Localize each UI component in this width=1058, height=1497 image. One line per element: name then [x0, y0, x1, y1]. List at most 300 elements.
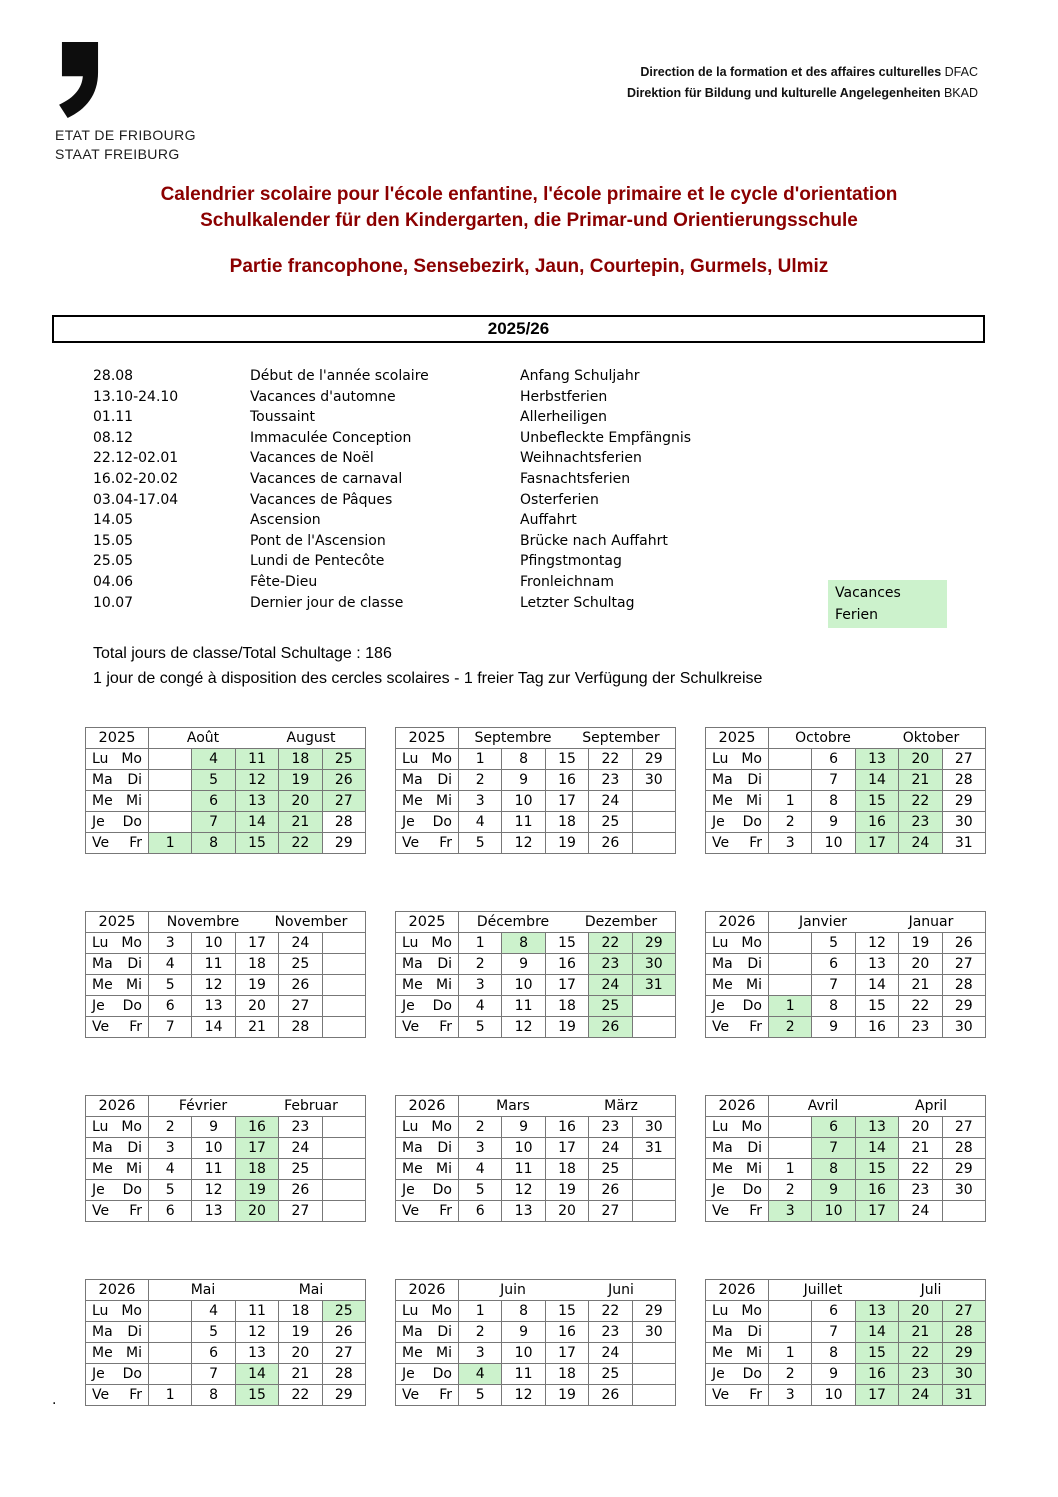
vacation-day-cell: 24: [589, 975, 632, 996]
month-name-de: Juni: [608, 1282, 634, 1298]
weekday-label: [396, 1364, 459, 1385]
weekday-label: [86, 833, 149, 854]
vacation-day-cell: 5: [192, 770, 235, 791]
vacation-day-cell: 6: [192, 791, 235, 812]
weekday-label: [396, 1180, 459, 1201]
day-cell: 10: [192, 1138, 235, 1159]
day-cell: 8: [192, 1385, 235, 1406]
month-name-fr: Février: [178, 1098, 228, 1114]
logo-line-fr: ETAT DE FRIBOURG: [55, 127, 196, 143]
event-label-de: Auffahrt: [520, 512, 577, 529]
day-cell: 2: [459, 1322, 502, 1343]
weekday-row: [706, 1301, 986, 1322]
vacation-day-cell: 4: [459, 1364, 502, 1385]
weekday-label: [396, 996, 459, 1017]
weekday-de: Mo: [431, 1303, 452, 1319]
day-cell: 10: [812, 1385, 855, 1406]
vacation-day-cell: 8: [192, 833, 235, 854]
empty-day-cell: [322, 1017, 365, 1038]
event-date: 08.12: [93, 429, 134, 446]
weekday-row: [86, 1138, 366, 1159]
weekday-row: [706, 791, 986, 812]
weekday-row: [396, 1301, 676, 1322]
empty-day-cell: [632, 996, 675, 1017]
weekday-row: [86, 954, 366, 975]
vacation-day-cell: 10: [812, 1201, 855, 1222]
month-calendar: [85, 727, 366, 854]
day-cell: 22: [589, 1301, 632, 1322]
month-header-row: [86, 728, 366, 749]
day-cell: 1: [769, 1343, 812, 1364]
empty-day-cell: [149, 791, 192, 812]
weekday-fr: Ve: [712, 835, 730, 851]
weekday-label: [86, 1180, 149, 1201]
event-row: [93, 551, 691, 572]
weekday-label: [86, 1138, 149, 1159]
month-year: 2025: [396, 728, 459, 749]
weekday-de: Fr: [129, 1387, 142, 1403]
month-year: 2026: [396, 1280, 459, 1301]
day-cell: 18: [235, 954, 278, 975]
month-header-row: [706, 1096, 986, 1117]
event-label-fr: Toussaint: [250, 409, 316, 426]
vacation-day-cell: 14: [235, 812, 278, 833]
day-cell: 23: [899, 1180, 942, 1201]
weekday-de: Mo: [121, 1303, 142, 1319]
vacation-day-cell: 14: [235, 1364, 278, 1385]
vacation-day-cell: 21: [279, 812, 322, 833]
day-cell: 30: [632, 770, 675, 791]
weekday-row: [396, 954, 676, 975]
weekday-row: [86, 791, 366, 812]
month-name-fr: Septembre: [474, 730, 552, 746]
vacation-day-cell: 30: [632, 954, 675, 975]
day-cell: 6: [459, 1201, 502, 1222]
day-cell: 1: [769, 791, 812, 812]
weekday-fr: Me: [402, 1345, 423, 1361]
weekday-de: Mi: [746, 1161, 762, 1177]
weekday-de: Do: [122, 1182, 142, 1198]
vacation-day-cell: 25: [322, 749, 365, 770]
day-cell: 2: [769, 812, 812, 833]
weekday-de: Fr: [749, 1019, 762, 1035]
event-date: 28.08: [93, 368, 134, 384]
month-name: [149, 1280, 366, 1301]
weekday-row: [396, 749, 676, 770]
vacation-legend: [828, 580, 947, 628]
day-cell: 29: [632, 1301, 675, 1322]
weekday-fr: Ve: [92, 835, 110, 851]
event-date: 14.05: [93, 512, 134, 529]
empty-day-cell: [632, 1364, 675, 1385]
day-cell: 30: [942, 1017, 985, 1038]
day-cell: 8: [812, 996, 855, 1017]
month-year: 2025: [86, 728, 149, 749]
weekday-de: Di: [437, 1140, 452, 1156]
day-cell: 11: [235, 1301, 278, 1322]
weekday-de: Fr: [439, 1019, 452, 1035]
weekday-de: Mo: [741, 751, 762, 767]
weekday-de: Mi: [746, 793, 762, 809]
weekday-de: Fr: [749, 835, 762, 851]
empty-day-cell: [769, 933, 812, 954]
day-cell: 21: [899, 975, 942, 996]
weekday-de: Mi: [126, 1345, 142, 1361]
weekday-row: [86, 1159, 366, 1180]
weekday-label: [86, 1201, 149, 1222]
day-cell: 1: [769, 1159, 812, 1180]
weekday-row: [86, 1117, 366, 1138]
title-regions: Partie francophone, Sensebezirk, Jaun, Courtepin, Gurmels, Ulmiz: [229, 256, 829, 277]
day-cell: 31: [942, 833, 985, 854]
day-cell: 10: [502, 1343, 545, 1364]
day-cell: 4: [459, 1159, 502, 1180]
vacation-day-cell: 13: [235, 791, 278, 812]
day-cell: 24: [279, 933, 322, 954]
month-name-de: November: [274, 914, 348, 930]
weekday-label: [86, 933, 149, 954]
title-line-de: Schulkalender für den Kindergarten, die Primar-und Orientierungsschule: [200, 210, 858, 231]
weekday-de: Do: [742, 998, 762, 1014]
vacation-day-cell: 25: [322, 1301, 365, 1322]
vacation-day-cell: 24: [899, 1385, 942, 1406]
legend-label-de: Ferien: [835, 607, 879, 623]
weekday-row: [706, 812, 986, 833]
weekday-label: [86, 996, 149, 1017]
weekday-fr: Je: [92, 1366, 105, 1382]
weekday-fr: Ma: [402, 956, 423, 972]
weekday-de: Mi: [436, 1161, 452, 1177]
weekday-label: [706, 1343, 769, 1364]
weekday-label: [706, 1017, 769, 1038]
vacation-day-cell: 31: [942, 1385, 985, 1406]
day-cell: 11: [502, 812, 545, 833]
weekday-label: [396, 1201, 459, 1222]
vacation-day-cell: 2: [769, 1017, 812, 1038]
weekday-label: [706, 996, 769, 1017]
day-cell: 9: [812, 812, 855, 833]
month-name-fr: Avril: [807, 1098, 839, 1114]
weekday-de: Mo: [741, 1119, 762, 1135]
weekday-de: Di: [747, 956, 762, 972]
weekday-row: [396, 1201, 676, 1222]
weekday-label: [86, 1364, 149, 1385]
vacation-day-cell: 20: [899, 1301, 942, 1322]
vacation-day-cell: 19: [279, 770, 322, 791]
weekday-row: [706, 749, 986, 770]
month-name: [459, 1280, 676, 1301]
month-name-fr: Décembre: [476, 914, 550, 930]
day-cell: 10: [502, 791, 545, 812]
day-cell: 19: [235, 975, 278, 996]
day-cell: 17: [545, 791, 588, 812]
day-cell: 19: [545, 1017, 588, 1038]
month-name: [459, 912, 676, 933]
event-row: [93, 366, 691, 387]
vacation-day-cell: 17: [855, 1201, 898, 1222]
dept-de-abbr: BKAD: [943, 86, 978, 100]
event-row: [93, 572, 691, 593]
empty-day-cell: [769, 975, 812, 996]
weekday-de: Do: [742, 1366, 762, 1382]
weekday-row: [86, 749, 366, 770]
empty-day-cell: [149, 1343, 192, 1364]
day-cell: 2: [459, 1117, 502, 1138]
weekday-label: [86, 1117, 149, 1138]
day-cell: 2: [149, 1117, 192, 1138]
day-cell: 25: [589, 812, 632, 833]
day-cell: 23: [279, 1117, 322, 1138]
day-cell: 14: [192, 1017, 235, 1038]
weekday-row: [706, 975, 986, 996]
day-cell: 16: [855, 1017, 898, 1038]
event-row: [93, 490, 691, 511]
weekday-row: [396, 833, 676, 854]
day-cell: 25: [589, 1364, 632, 1385]
event-label-de: Anfang Schuljahr: [520, 368, 640, 384]
day-cell: 7: [812, 770, 855, 791]
day-cell: 27: [942, 749, 985, 770]
day-cell: 3: [149, 1138, 192, 1159]
day-cell: 27: [942, 1117, 985, 1138]
day-cell: 7: [812, 975, 855, 996]
month-name-de: Februar: [284, 1098, 338, 1114]
dept-fr-name: Direction de la formation et des affaires culturelles: [640, 65, 942, 79]
weekday-fr: Me: [92, 1161, 113, 1177]
weekday-fr: Me: [712, 1345, 733, 1361]
weekday-label: [706, 1138, 769, 1159]
day-cell: 23: [899, 1017, 942, 1038]
weekday-fr: Me: [712, 977, 733, 993]
vacation-day-cell: 22: [279, 833, 322, 854]
weekday-label: [706, 833, 769, 854]
weekday-row: [706, 1180, 986, 1201]
day-cell: 20: [899, 1117, 942, 1138]
weekday-label: [396, 1385, 459, 1406]
day-cell: 31: [632, 1138, 675, 1159]
day-cell: 2: [769, 1180, 812, 1201]
month-calendar: [85, 1279, 366, 1406]
weekday-label: [396, 833, 459, 854]
month-calendar: [705, 1279, 986, 1406]
event-date: 15.05: [93, 532, 134, 549]
month-name-de: April: [915, 1098, 947, 1114]
day-cell: 7: [812, 1322, 855, 1343]
weekday-fr: Me: [712, 793, 733, 809]
weekday-fr: Je: [712, 1182, 725, 1198]
weekday-row: [396, 1159, 676, 1180]
empty-day-cell: [322, 1159, 365, 1180]
weekday-row: [86, 812, 366, 833]
day-cell: 5: [459, 833, 502, 854]
day-cell: 11: [502, 1159, 545, 1180]
weekday-fr: Lu: [92, 935, 109, 951]
vacation-day-cell: 17: [855, 833, 898, 854]
day-cell: 20: [899, 954, 942, 975]
weekday-de: Mi: [436, 1345, 452, 1361]
vacation-day-cell: 12: [235, 770, 278, 791]
day-cell: 21: [899, 1138, 942, 1159]
event-row: [93, 407, 691, 428]
day-cell: 24: [279, 1138, 322, 1159]
weekday-row: [706, 1159, 986, 1180]
free-day-note: 1 jour de congé à disposition des cercles scolaires - 1 freier Tag zur Verfügung der Schulkreise: [93, 670, 763, 687]
empty-day-cell: [769, 1301, 812, 1322]
title-line-fr: Calendrier scolaire pour l'école enfantine, l'école primaire et le cycle d'orientation: [160, 184, 898, 205]
month-name: [149, 1096, 366, 1117]
vacation-day-cell: 15: [855, 791, 898, 812]
month-calendar: [705, 727, 986, 854]
weekday-label: [86, 1301, 149, 1322]
weekday-label: [706, 1385, 769, 1406]
month-name: [769, 912, 986, 933]
vacation-day-cell: 15: [235, 1385, 278, 1406]
weekday-de: Do: [742, 1182, 762, 1198]
month-calendar: [395, 727, 676, 854]
day-cell: 25: [589, 1159, 632, 1180]
weekday-row: [706, 833, 986, 854]
vacation-day-cell: 13: [855, 749, 898, 770]
event-row: [93, 531, 691, 552]
calendars-grid: [85, 727, 986, 1406]
weekday-row: [396, 1180, 676, 1201]
day-cell: 28: [322, 1364, 365, 1385]
event-label-fr: Dernier jour de classe: [250, 594, 404, 611]
weekday-de: Fr: [129, 835, 142, 851]
empty-day-cell: [632, 1159, 675, 1180]
day-cell: 3: [459, 1138, 502, 1159]
weekday-row: [86, 833, 366, 854]
day-cell: 17: [545, 975, 588, 996]
day-cell: 29: [942, 1159, 985, 1180]
day-cell: 29: [632, 749, 675, 770]
day-cell: 10: [812, 833, 855, 854]
day-cell: 26: [279, 1180, 322, 1201]
vacation-day-cell: 22: [899, 791, 942, 812]
day-cell: 4: [459, 812, 502, 833]
day-cell: 6: [149, 996, 192, 1017]
day-cell: 18: [279, 1301, 322, 1322]
day-cell: 19: [545, 833, 588, 854]
weekday-de: Fr: [439, 835, 452, 851]
vacation-day-cell: 29: [632, 933, 675, 954]
day-cell: 9: [502, 1322, 545, 1343]
event-label-de: Allerheiligen: [520, 409, 608, 426]
month-year: 2026: [706, 1096, 769, 1117]
dept-de-name: Direktion für Bildung und kulturelle Angelegenheiten: [627, 86, 941, 100]
weekday-fr: Je: [92, 1182, 105, 1198]
month-name-de: Dezember: [584, 914, 658, 930]
vacation-day-cell: 1: [769, 996, 812, 1017]
day-cell: 1: [459, 933, 502, 954]
empty-day-cell: [322, 975, 365, 996]
weekday-row: [396, 1117, 676, 1138]
vacation-day-cell: 24: [899, 833, 942, 854]
day-cell: 15: [545, 749, 588, 770]
month-name-fr: Juin: [500, 1282, 526, 1298]
weekday-de: Mo: [121, 751, 142, 767]
day-cell: 8: [502, 749, 545, 770]
day-cell: 1: [459, 1301, 502, 1322]
month-year: 2026: [86, 1096, 149, 1117]
month-year: 2026: [396, 1096, 459, 1117]
day-cell: 9: [812, 1364, 855, 1385]
weekday-row: [706, 1201, 986, 1222]
event-label-de: Fronleichnam: [520, 573, 614, 590]
weekday-fr: Ma: [712, 1324, 733, 1340]
vacation-day-cell: 27: [322, 791, 365, 812]
empty-day-cell: [322, 1180, 365, 1201]
weekday-row: [706, 996, 986, 1017]
weekday-de: Mo: [121, 1119, 142, 1135]
weekday-de: Mo: [121, 935, 142, 951]
event-label-fr: Vacances d'automne: [250, 388, 396, 405]
day-cell: 9: [502, 954, 545, 975]
vacation-day-cell: 16: [855, 1180, 898, 1201]
vacation-day-cell: 29: [942, 1343, 985, 1364]
weekday-de: Do: [122, 1366, 142, 1382]
weekday-label: [706, 1364, 769, 1385]
vacation-day-cell: 14: [855, 1138, 898, 1159]
day-cell: 10: [502, 975, 545, 996]
event-row: [93, 428, 691, 449]
month-name-de: Januar: [908, 914, 954, 930]
month-name-fr: Août: [186, 730, 220, 746]
day-cell: 16: [545, 1322, 588, 1343]
weekday-label: [86, 1385, 149, 1406]
day-cell: 5: [459, 1180, 502, 1201]
day-cell: 12: [855, 933, 898, 954]
vacation-day-cell: 22: [589, 933, 632, 954]
day-cell: 7: [192, 1364, 235, 1385]
empty-day-cell: [632, 812, 675, 833]
event-date: 10.07: [93, 594, 134, 611]
day-cell: 15: [855, 996, 898, 1017]
vacation-day-cell: 22: [899, 1343, 942, 1364]
day-cell: 30: [632, 1117, 675, 1138]
empty-day-cell: [322, 1138, 365, 1159]
day-cell: 2: [459, 770, 502, 791]
day-cell: 11: [192, 1159, 235, 1180]
weekday-de: Do: [432, 998, 452, 1014]
day-cell: 30: [942, 1180, 985, 1201]
empty-day-cell: [149, 1301, 192, 1322]
day-cell: 3: [769, 833, 812, 854]
weekday-row: [396, 1322, 676, 1343]
event-date: 13.10-24.10: [93, 388, 179, 405]
day-cell: 27: [322, 1343, 365, 1364]
weekday-de: Di: [127, 772, 142, 788]
day-cell: 3: [459, 975, 502, 996]
event-row: [93, 593, 691, 614]
weekday-fr: Me: [92, 1345, 113, 1361]
day-cell: 13: [192, 1201, 235, 1222]
event-label-fr: Ascension: [250, 512, 321, 529]
day-cell: 23: [589, 1117, 632, 1138]
weekday-de: Do: [122, 998, 142, 1014]
month-name: [149, 912, 366, 933]
weekday-row: [396, 770, 676, 791]
weekday-row: [706, 1343, 986, 1364]
day-cell: 1: [149, 1385, 192, 1406]
day-cell: 12: [192, 1180, 235, 1201]
day-cell: 16: [545, 770, 588, 791]
month-name: [769, 728, 986, 749]
weekday-row: [86, 1201, 366, 1222]
day-cell: 20: [279, 1343, 322, 1364]
event-label-de: Fasnachtsferien: [520, 470, 631, 487]
day-cell: 15: [545, 933, 588, 954]
